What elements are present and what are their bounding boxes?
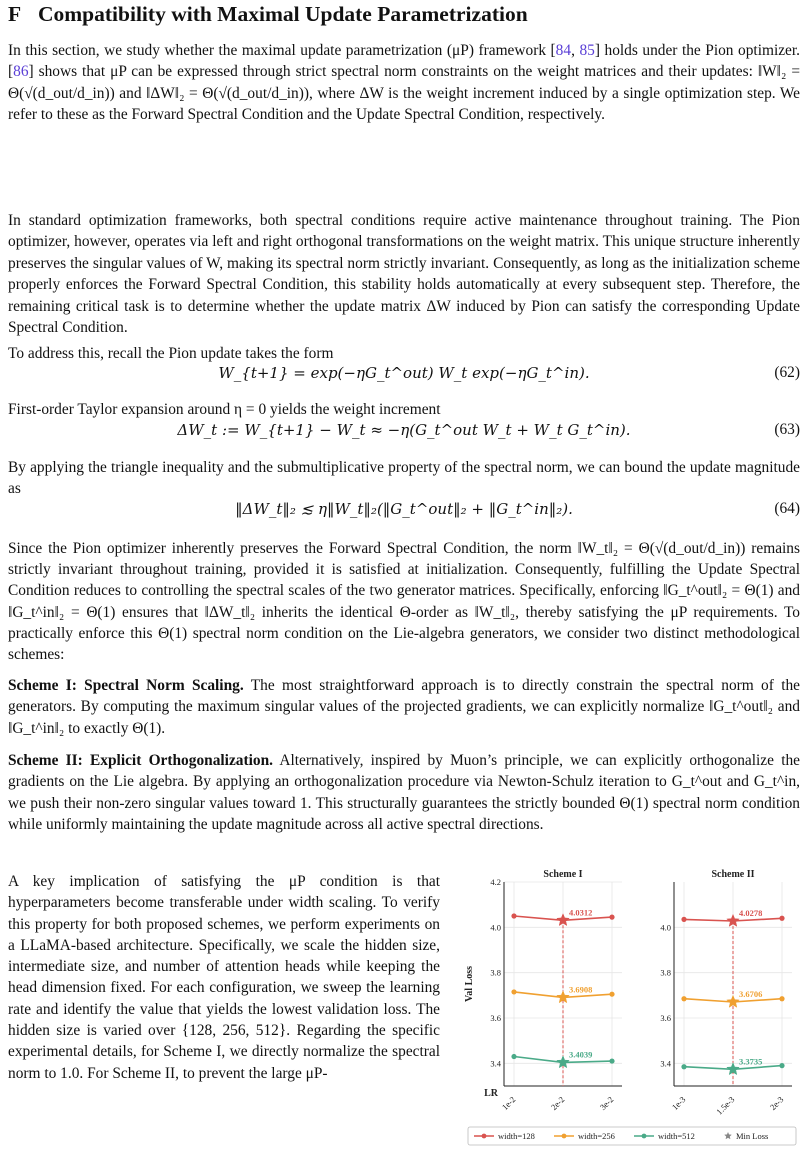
equation-64 (8, 500, 800, 522)
equation-62-body: W_{t+1} = exp(−ηG_t^out) W_t exp(−ηG_t^in). (218, 364, 590, 382)
min-loss-label: 3.4039 (569, 1049, 593, 1060)
y-tick-label: 3.6 (660, 1013, 671, 1023)
section-title (8, 2, 528, 27)
chart-title-2: Scheme II (711, 869, 755, 880)
min-loss-label: 3.6706 (739, 988, 763, 999)
section-number: F (8, 2, 22, 26)
legend-label: Min Loss (736, 1131, 769, 1141)
y-tick-label: 4.0 (660, 922, 671, 933)
paragraph-pion-update: To address this, recall the Pion update takes the form (8, 345, 334, 362)
equation-64-number: (64) (774, 500, 800, 517)
legend-label: width=256 (578, 1131, 615, 1141)
scheme-2-body: Alternatively, inspired by Muon’s principle, we can explicitly orthogonalize the gradients on the Lie algebra. By applying an orthogonalization procedure via Newton-Schulz iteration to G_t^out and G_t^in, we push their non-zero singular values toward 1. This structurally guarantees the strictly bounded Θ(1) spectral norm condition while uniformly maintaining the update magnitude across all active spectral directions. (8, 752, 800, 834)
paper-page (8, 0, 800, 1164)
equation-63 (8, 421, 800, 443)
min-loss-label: 3.6908 (569, 984, 593, 995)
legend-label: width=128 (498, 1131, 535, 1141)
paragraph-forward-spectral: Since the Pion optimizer inherently preserves the Forward Spectral Condition, the norm ‖W_t‖₂ = Θ(√(d_out/d_in)) remains strictly invariant throughout training, provided it is satisfied at initialization. Consequently, fulfilling the Update Spectral Condition reduces to controlling the spectral scales of the two generator matrices. Specifically, enforcing ‖G_t^out‖₂ = Θ(1) and ‖G_t^in‖₂ = Θ(1) ensures that ‖ΔW_t‖₂ inherits the identical Θ-order as ‖W_t‖₂, thereby satisfying the μP requirements. To practically enforce this Θ(1) spectral norm condition on the Lie-algebra generators, we consider two distinct methodological schemes: (8, 540, 800, 664)
series-point (681, 996, 686, 1001)
y-axis-label: Val Loss (464, 965, 475, 1003)
citation-86[interactable]: 86 (13, 63, 29, 81)
min-loss-label: 4.0312 (569, 907, 593, 918)
series-point (609, 1058, 614, 1063)
scheme-1-body: The most straightforward approach is to directly constrain the spectral norm of the generators. By computing the maximum singular values of the projected gradients, we can explicitly normalize ‖G_t^out‖₂ and ‖G_t^in‖₂ to exactly Θ(1). (8, 677, 800, 737)
legend-marker (562, 1134, 567, 1139)
min-loss-label: 3.3735 (739, 1056, 763, 1067)
y-tick-label: 3.6 (490, 1013, 501, 1023)
x-tick-label: 2e-2 (548, 1094, 567, 1113)
x-tick-label: 3e-2 (597, 1094, 616, 1113)
paragraph-triangle: By applying the triangle inequality and the submultiplicative property of the spectral norm, we can bound the update magnitude as (8, 459, 800, 498)
chart-title-1: Scheme I (543, 869, 583, 880)
x-axis-label: LR (484, 1088, 498, 1099)
series-point (779, 996, 784, 1001)
paragraph-intro (8, 40, 800, 126)
legend-marker (642, 1134, 647, 1139)
scheme-2-heading: Scheme II: Explicit Orthogonalization. (8, 752, 273, 769)
y-tick-label: 3.4 (490, 1058, 501, 1069)
series-point (609, 915, 614, 920)
min-loss-label: 4.0278 (739, 908, 763, 919)
y-tick-label: 3.4 (660, 1058, 671, 1069)
intro-text-c: ] shows that μP can be expressed through strict spectral norm constraints on the weight matrices and their updates: ‖W‖₂ = Θ(√(d_out/d_in)) and ‖ΔW‖₂ = Θ(√(d_out/d_in)), where ΔW is the weight increment induced by a single optimization step. We refer to these as the Forward Spectral Condition and the Update Spectral Condition, respectively. (8, 63, 800, 124)
intro-text-a: In this section, we study whether the maximal update parametrization ( (8, 42, 453, 59)
series-point (779, 1063, 784, 1068)
series-point (779, 916, 784, 921)
scheme-1-heading: Scheme I: Spectral Norm Scaling. (8, 677, 244, 694)
citation-84[interactable]: 84 (555, 42, 572, 59)
intro-text-a2: μP) framework [ (452, 42, 556, 59)
series-point (511, 989, 516, 994)
y-tick-label: 3.8 (490, 967, 501, 978)
y-tick-label: 4.2 (490, 877, 501, 887)
intro-text-b: ] holds under the Pion optimizer. [ (8, 42, 801, 81)
x-tick-label: 2e-3 (767, 1094, 786, 1113)
citation-sep: , (571, 42, 580, 59)
paragraph-scheme-1 (8, 675, 800, 739)
paragraph-scheme-2 (8, 750, 800, 836)
x-tick-label: 1e-2 (499, 1094, 518, 1113)
series-point (681, 1064, 686, 1069)
x-tick-label: 1e-3 (669, 1094, 688, 1113)
equation-64-body: ‖ΔW_t‖₂ ≲ η‖W_t‖₂(‖G_t^out‖₂ + ‖G_t^in‖₂). (235, 500, 573, 518)
equation-63-number: (63) (774, 421, 800, 438)
section-heading: Compatibility with Maximal Update Parametrization (38, 2, 528, 26)
series-point (511, 913, 516, 918)
paragraph-taylor: First-order Taylor expansion around η = 0 yields the weight increment (8, 401, 441, 418)
series-point (609, 992, 614, 997)
equation-63-body: ΔW_t := W_{t+1} − W_t ≈ −η(G_t^out W_t + W_t G_t^in). (177, 421, 631, 439)
series-point (681, 917, 686, 922)
equation-62 (8, 364, 800, 386)
paragraph-standard-frameworks: In standard optimization frameworks, both spectral conditions require active maintenance throughout training. The Pion optimizer, however, operates via left and right orthogonal transformations on the weight matrix. This unique structure inherently preserves the singular values of W, making its spectral norm strictly invariant. Consequently, as long as the initialization scheme properly enforces the Forward Spectral Condition, this stability holds automatically at every subsequent step. Therefore, the remaining critical task is to determine whether the update matrix ΔW induced by Pion can satisfy the corresponding Update Spectral Condition. (8, 212, 800, 337)
legend-marker (482, 1134, 487, 1139)
series-point (511, 1054, 516, 1059)
y-tick-label: 4.0 (490, 922, 501, 933)
citation-85[interactable]: 85 (579, 42, 595, 59)
x-tick-label: 1.5e-3 (714, 1094, 737, 1117)
equation-62-number: (62) (774, 364, 800, 381)
legend-label: width=512 (658, 1131, 695, 1141)
y-tick-label: 3.8 (660, 967, 671, 978)
loss-figure (462, 868, 802, 1158)
paragraph-width-transfer: A key implication of satisfying the μP condition is that hyperparameters become transferable under width scaling. To verify this property for both proposed schemes, we perform experiments on a LLaMA-based architecture. Specifically, we scale the hidden size, intermediate size, and number of attention heads while keeping the head dimension fixed. For each configuration, we sweep the learning rate and identify the value that yields the lowest validation loss. The hidden size is varied over {128, 256, 512}. Regarding the specific experimental details, for Scheme I, we directly normalize the spectral norm to 1.0. For Scheme II, to prevent the large μP- (8, 873, 440, 1082)
